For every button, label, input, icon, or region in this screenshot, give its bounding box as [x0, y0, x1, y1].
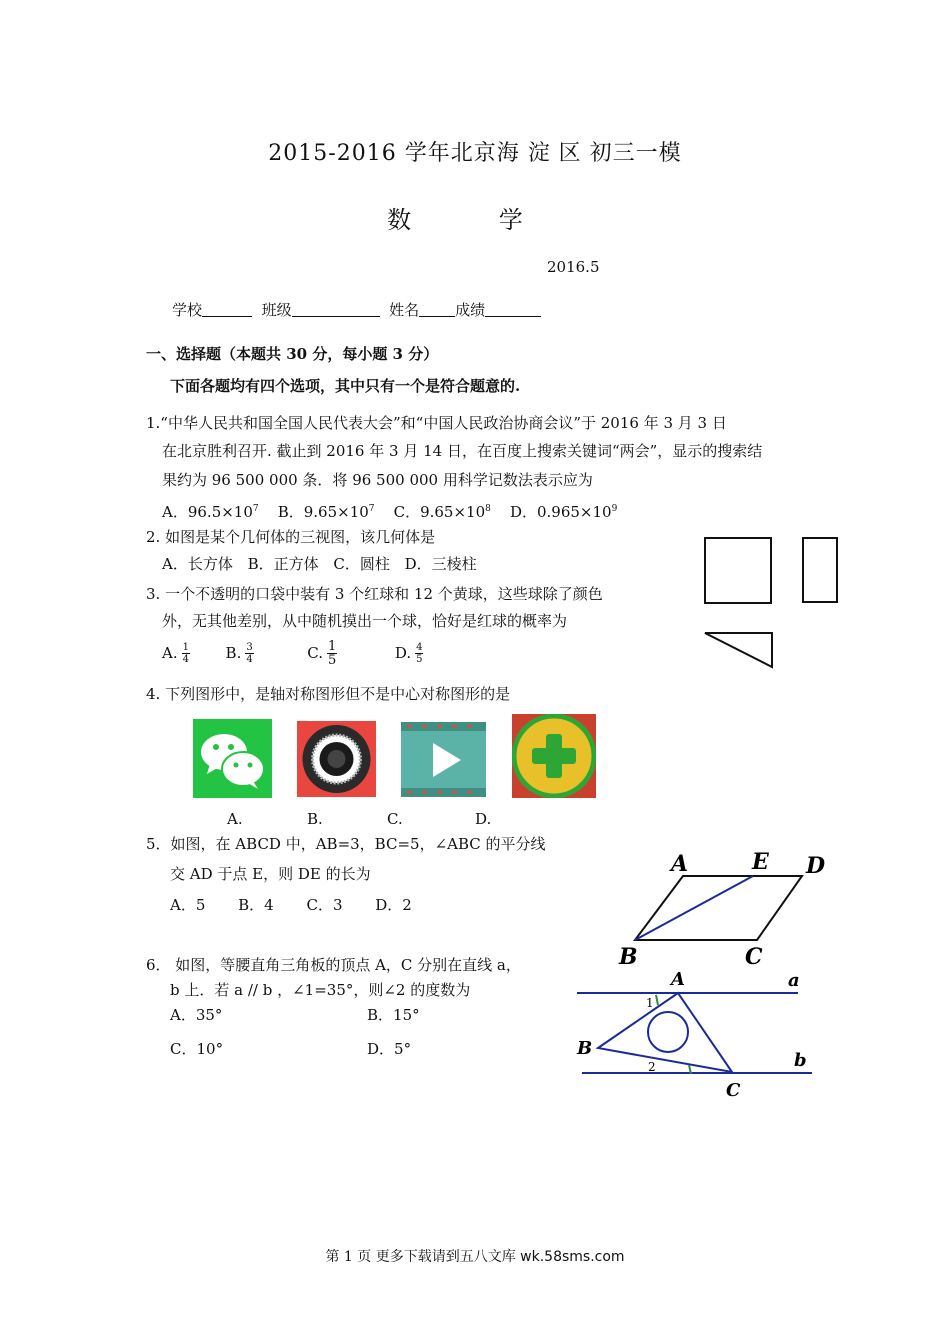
q6-option-b[interactable]: B．15° [367, 1006, 420, 1024]
q1-line3: 果约为 96 500 000 条．将 96 500 000 用科学记数法表示应为 [162, 471, 593, 489]
q1-option-b[interactable]: B．$9.65\times 10^7$ [277, 503, 375, 521]
label-b: b [794, 1050, 807, 1071]
side-view-rect [803, 538, 837, 602]
score-label: 成绩 [455, 301, 486, 319]
q6-option-c[interactable]: C．10° [170, 1040, 224, 1058]
q3-option-d[interactable]: D. $\frac{4}{5}$ [394, 642, 423, 665]
subject-title: 数 学 [387, 206, 563, 234]
class-blank[interactable] [292, 300, 380, 317]
q6-line2: b 上．若 a // b ，∠1=35°，则∠2 的度数为 [170, 981, 471, 999]
triangle-parallel-lines-figure [572, 965, 817, 1100]
front-view-square [705, 538, 771, 603]
q4-line1: 4. 下列图形中，是轴对称图形但不是中心对称图形的是 [146, 685, 511, 703]
q1-option-a[interactable]: A．$96.5\times 10^7$ [162, 503, 259, 521]
label-C: C [726, 1080, 741, 1100]
q1-line1: 1.“中华人民共和国全国人民代表大会”和“中国人民政治协商会议”于 2016 年 3 月 3 日 [146, 414, 727, 432]
q3-options [162, 640, 429, 667]
q1-options [162, 499, 617, 522]
name-blank[interactable] [419, 300, 455, 317]
page-title: 2015-2016 学年北京海 淀 区 初三一模 [268, 141, 682, 166]
exam-date: 2016.5 [547, 258, 600, 276]
q1-option-c[interactable]: C．$9.65\times 10^8$ [393, 503, 491, 521]
plus-ball-icon[interactable] [512, 714, 596, 798]
label-D: D [806, 853, 826, 879]
label-B: B [577, 1038, 593, 1059]
q3-line2: 外，无其他差别，从中随机摸出一个球，恰好是红球的概率为 [162, 612, 568, 630]
q2-options: A．长方体 B．正方体 C．圆柱 D．三棱柱 [162, 555, 477, 573]
school-label: 学校 [172, 301, 203, 319]
student-info-row [172, 299, 541, 320]
section-instruction: 下面各题均有四个选项，其中只有一个是符合题意的. [170, 377, 521, 395]
q3-option-c[interactable]: C. $\frac{1}{5}$ [307, 639, 337, 668]
score-blank[interactable] [485, 300, 541, 317]
three-view-figure [700, 530, 845, 670]
q5-line1: 5．如图，在 ABCD 中，AB=3，BC=5，∠ABC 的平分线 [146, 835, 546, 853]
parallelogram-figure [605, 845, 835, 970]
label-A: A [671, 851, 689, 877]
label-E: E [752, 849, 769, 875]
angle-2-label: 2 [648, 1060, 656, 1074]
q4-label-b: B. [307, 810, 323, 828]
section-heading: 一、选择题（本题共 30 分，每小题 3 分） [146, 345, 439, 363]
q1-option-d[interactable]: D．$0.965\times 10^9$ [509, 503, 618, 521]
school-blank[interactable] [202, 300, 252, 317]
angle-1-label: 1 [646, 996, 654, 1010]
q3-option-b[interactable]: B. $\frac{3}{4}$ [225, 642, 253, 665]
q5-line2: 交 AD 于点 E，则 DE 的长为 [170, 865, 371, 883]
video-play-icon[interactable] [401, 722, 486, 797]
q6-option-a[interactable]: A．35° [170, 1006, 223, 1024]
label-A: A [671, 969, 685, 990]
q4-label-c: C. [387, 810, 403, 828]
q2-line1: 2. 如图是某个几何体的三视图，该几何体是 [146, 528, 436, 546]
footer-url[interactable]: wk.58sms.com [520, 1249, 625, 1265]
page-footer [0, 1246, 950, 1266]
label-a: a [788, 970, 800, 991]
q3-line1: 3. 一个不透明的口袋中装有 3 个红球和 12 个黄球，这些球除了颜色 [146, 585, 603, 603]
footer-text: 第 1 页 更多下载请到五八文库 [325, 1249, 516, 1265]
q3-option-a[interactable]: A. $\frac{1}{4}$ [162, 642, 189, 665]
label-C: C [745, 944, 763, 970]
label-B: B [619, 944, 638, 970]
q4-label-d: D. [475, 810, 492, 828]
class-label: 班级 [261, 301, 292, 319]
name-label: 姓名 [389, 301, 420, 319]
top-view-triangle [705, 633, 772, 667]
q6-line1: 6． 如图，等腰直角三角板的顶点 A，C 分别在直线 a， [146, 956, 521, 974]
q1-line2: 在北京胜利召开. 截止到 2016 年 3 月 14 日，在百度上搜索关键词“两会”，显示的搜索结 [162, 442, 763, 460]
q4-label-a: A. [227, 810, 243, 828]
wechat-icon[interactable] [193, 719, 272, 798]
q6-option-d[interactable]: D．5° [367, 1040, 412, 1058]
q5-options: A．5 B．4 C．3 D．2 [170, 896, 412, 914]
music-disc-icon[interactable] [297, 721, 376, 797]
